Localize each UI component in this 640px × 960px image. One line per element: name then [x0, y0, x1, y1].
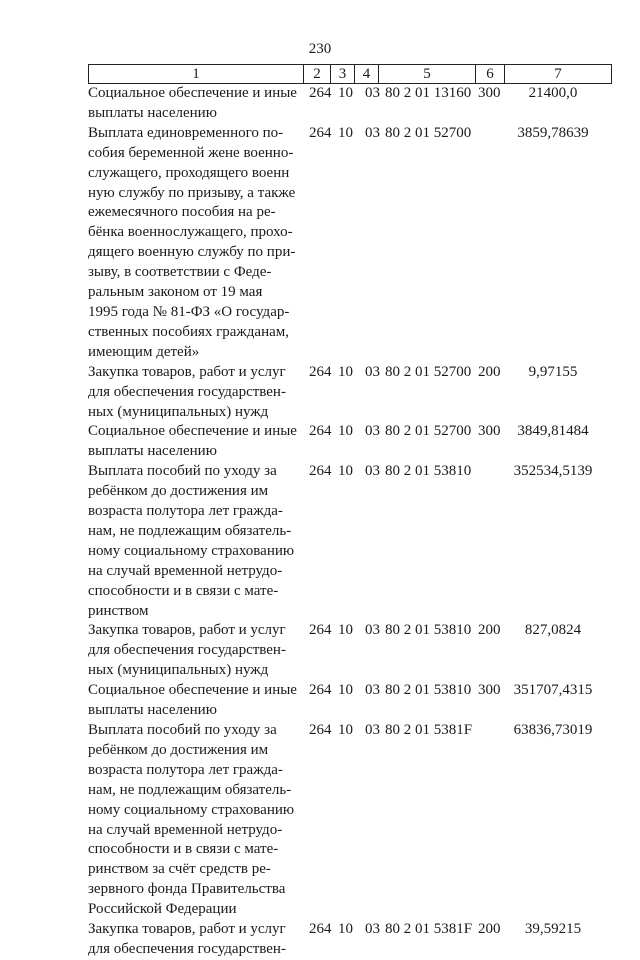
- target-article-code: 80 2 01 13160: [385, 85, 472, 101]
- row-description: [88, 721, 302, 920]
- page-number: 230: [308, 41, 332, 57]
- ministry-code: 264: [309, 85, 332, 101]
- section-code: 10: [338, 85, 353, 101]
- description-line: ринством: [88, 602, 149, 619]
- description-line: для обеспечения государствен-: [88, 383, 286, 400]
- column-header-7: 7: [505, 65, 612, 84]
- subsection-code: 03: [365, 622, 380, 639]
- description-line: нам, не подлежащим обязатель-: [88, 522, 292, 539]
- row-description: [88, 462, 302, 621]
- budget-table-body: [88, 84, 608, 960]
- subsection-code: 03: [365, 363, 380, 380]
- section-code: 10: [338, 921, 353, 938]
- amount: 3849,81484: [517, 423, 589, 440]
- ministry-code: 264: [309, 463, 332, 480]
- target-article-code: 80 2 01 5381F: [385, 722, 473, 738]
- description-line: ежемесячного пособия на ре-: [88, 204, 276, 221]
- description-line: ных (муниципальных) нужд: [88, 403, 269, 420]
- description-line: способности и в связи с мате-: [88, 841, 279, 858]
- description-line: Социальное обеспечение и иные: [88, 682, 297, 699]
- expense-type-code: 300: [478, 85, 501, 101]
- description-line: Закупка товаров, работ и услуг: [88, 622, 286, 639]
- column-header-table: [88, 64, 612, 84]
- row-description: [88, 84, 302, 124]
- table-row: [88, 462, 608, 621]
- row-description: [88, 124, 302, 363]
- ministry-code: 264: [309, 722, 332, 738]
- subsection-code: 03: [365, 124, 380, 141]
- description-line: для обеспечения государствен-: [88, 940, 286, 957]
- description-line: служащего, проходящего военн: [88, 164, 290, 181]
- column-header-6: 6: [476, 65, 505, 84]
- description-line: нам, не подлежащим обязатель-: [88, 781, 292, 798]
- description-line: ному социальному страхованию: [88, 801, 295, 818]
- table-row: [88, 721, 608, 920]
- description-line: ному социальному страхованию: [88, 542, 295, 559]
- expense-type-code: 200: [478, 921, 501, 938]
- subsection-code: 03: [365, 423, 380, 440]
- column-header-4: 4: [355, 65, 379, 84]
- description-line: возраста полутора лет гражда-: [88, 761, 283, 778]
- section-code: 10: [338, 622, 353, 639]
- section-code: 10: [338, 124, 353, 141]
- column-header-1: 1: [89, 65, 304, 84]
- ministry-code: 264: [309, 622, 332, 639]
- description-line: имеющим детей»: [88, 343, 200, 360]
- target-article-code: 80 2 01 52700: [385, 124, 472, 141]
- column-header-2: 2: [304, 65, 331, 84]
- description-line: Социальное обеспечение и иные: [88, 85, 297, 101]
- description-line: дящего военную службу по при-: [88, 244, 296, 261]
- amount: 3859,78639: [517, 124, 589, 141]
- column-header-3: 3: [331, 65, 355, 84]
- description-line: Выплата единовременного по-: [88, 124, 284, 141]
- description-line: на случай временной нетрудо-: [88, 562, 283, 579]
- description-line: для обеспечения государствен-: [88, 642, 286, 659]
- expense-type-code: 300: [478, 682, 501, 699]
- description-line: собия беременной жене военно-: [88, 144, 294, 161]
- table-row: [88, 681, 608, 721]
- description-line: ребёнком до достижения им: [88, 483, 269, 500]
- table-row: [88, 363, 608, 423]
- description-line: на случай временной нетрудо-: [88, 821, 283, 838]
- description-line: выплаты населению: [88, 104, 217, 121]
- description-line: ребёнком до достижения им: [88, 741, 269, 758]
- ministry-code: 264: [309, 124, 332, 141]
- subsection-code: 03: [365, 921, 380, 938]
- row-description: [88, 621, 302, 681]
- target-article-code: 80 2 01 5381F: [385, 921, 473, 938]
- description-line: 1995 года № 81-ФЗ «О государ-: [88, 303, 290, 320]
- target-article-code: 80 2 01 53810: [385, 622, 472, 639]
- section-code: 10: [338, 682, 353, 699]
- ministry-code: 264: [309, 363, 332, 380]
- row-description: [88, 422, 302, 462]
- description-line: способности и в связи с мате-: [88, 582, 279, 599]
- description-line: Выплата пособий по уходу за: [88, 722, 277, 738]
- amount: 352534,5139: [513, 463, 593, 480]
- description-line: Выплата пособий по уходу за: [88, 463, 277, 480]
- amount: 351707,4315: [513, 682, 593, 699]
- target-article-code: 80 2 01 52700: [385, 423, 472, 440]
- target-article-code: 80 2 01 53810: [385, 463, 472, 480]
- amount: 9,97155: [528, 363, 578, 380]
- section-code: 10: [338, 722, 353, 738]
- amount: 21400,0: [528, 85, 578, 101]
- subsection-code: 03: [365, 463, 380, 480]
- description-line: Закупка товаров, работ и услуг: [88, 921, 286, 938]
- amount: 827,0824: [524, 622, 582, 639]
- description-line: Закупка товаров, работ и услуг: [88, 363, 286, 380]
- table-row: [88, 920, 608, 960]
- section-code: 10: [338, 463, 353, 480]
- ministry-code: 264: [309, 921, 332, 938]
- amount: 63836,73019: [513, 722, 593, 738]
- amount: 39,59215: [524, 921, 582, 938]
- description-line: выплаты населению: [88, 443, 217, 460]
- table-row: [88, 621, 608, 681]
- description-line: зыву, в соответствии с Феде-: [88, 264, 272, 281]
- description-line: зервного фонда Правительства: [88, 881, 286, 898]
- row-description: [88, 681, 302, 721]
- row-description: [88, 363, 302, 423]
- subsection-code: 03: [365, 682, 380, 699]
- subsection-code: 03: [365, 722, 380, 738]
- description-line: выплаты населению: [88, 702, 217, 719]
- description-line: ринством за счёт средств ре-: [88, 861, 271, 878]
- subsection-code: 03: [365, 85, 380, 101]
- table-row: [88, 422, 608, 462]
- description-line: ных (муниципальных) нужд: [88, 662, 269, 679]
- ministry-code: 264: [309, 682, 332, 699]
- description-line: Социальное обеспечение и иные: [88, 423, 297, 440]
- expense-type-code: 300: [478, 423, 501, 440]
- expense-type-code: 200: [478, 622, 501, 639]
- description-line: возраста полутора лет гражда-: [88, 503, 283, 520]
- row-description: [88, 920, 302, 960]
- description-line: ную службу по призыву, а также: [88, 184, 296, 201]
- description-line: Российской Федерации: [88, 901, 237, 918]
- description-line: ственных пособиях гражданам,: [88, 323, 290, 340]
- description-line: ральным законом от 19 мая: [88, 284, 263, 301]
- section-code: 10: [338, 363, 353, 380]
- table-row: [88, 84, 608, 124]
- description-line: бёнка военнослужащего, прохо-: [88, 224, 293, 241]
- target-article-code: 80 2 01 52700: [385, 363, 472, 380]
- section-code: 10: [338, 423, 353, 440]
- target-article-code: 80 2 01 53810: [385, 682, 472, 699]
- column-header-5: 5: [379, 65, 476, 84]
- expense-type-code: 200: [478, 363, 501, 380]
- ministry-code: 264: [309, 423, 332, 440]
- table-row: [88, 124, 608, 363]
